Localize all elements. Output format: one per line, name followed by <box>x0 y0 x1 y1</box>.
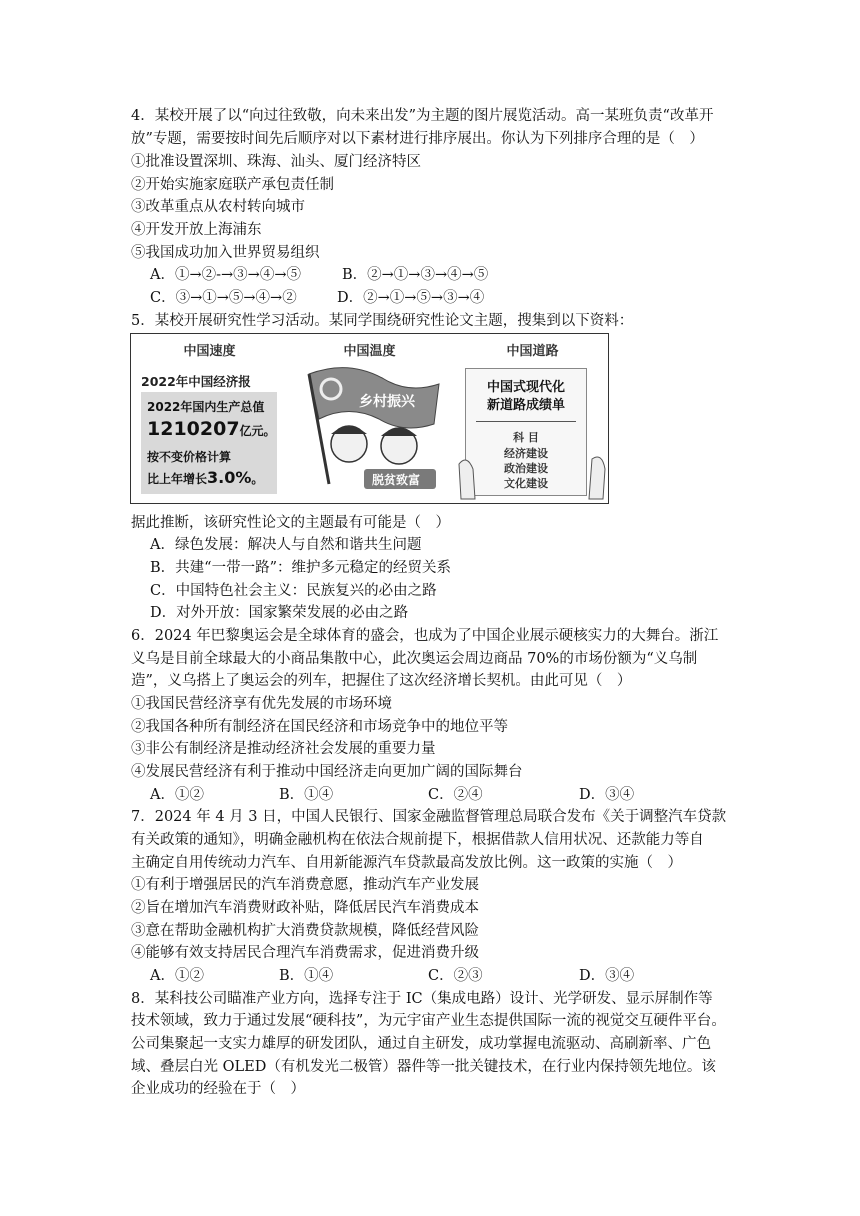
constant-price-note: 按不变价格计算 <box>147 450 232 464</box>
growth-line <box>147 468 263 487</box>
q5-stem-line2: 据此推断，该研究性论文的主题最有可能是（ ） <box>131 515 450 531</box>
gdp-newsbox <box>141 392 277 494</box>
gdp-value-line <box>147 418 276 440</box>
q8-stem-line4: 域、叠层白光 OLED（有机发光二极管）器件等一批关键技术，在行业内保持领先地位。该 <box>131 1059 716 1075</box>
q4-option-a: A．①→②-→③→④→⑤ <box>150 267 301 283</box>
q5-option-d: D．对外开放：国家繁荣发展的必由之路 <box>150 605 409 621</box>
q4-option-d: D．②→①→⑤→③→④ <box>337 290 485 306</box>
growth-label: 比上年增长 <box>147 472 208 486</box>
q4-item-3: ③改革重点从农村转向城市 <box>131 199 305 215</box>
report-card-title2: 新道路成绩单 <box>486 398 565 413</box>
q4-item-5: ⑤我国成功加入世界贸易组织 <box>131 245 320 261</box>
q6-item-3: ③非公有制经济是推动经济社会发展的重要力量 <box>131 741 436 757</box>
subject-header: 科 目 <box>513 431 539 444</box>
subject-cultural: 文化建设 <box>504 477 548 490</box>
q7-option-a: A．①② <box>150 968 204 984</box>
q8-stem-line5: 企业成功的经验在于（ ） <box>131 1081 305 1097</box>
child-left-hair <box>331 427 367 435</box>
q7-stem-line3: 主确定自用传统动力汽车、自用新能源汽车贷款最高发放比例。这一政策的实施（ ） <box>131 855 682 871</box>
china-road-title: 中国道路 <box>506 344 559 359</box>
china-road-panel <box>457 334 608 503</box>
q8-stem-line3: 公司集聚起一支实力雄厚的研发团队，通过自主研发，成功掌握电流驱动、高刷新率、广色 <box>131 1036 711 1052</box>
china-speed-title: 中国速度 <box>183 344 236 359</box>
report-card-document <box>465 368 587 496</box>
q4-option-b: B．②→①→③→④→⑤ <box>342 267 489 283</box>
q4-item-2: ②开始实施家庭联产承包责任制 <box>131 177 334 193</box>
q4-item-4: ④开发开放上海浦东 <box>131 222 262 238</box>
q7-option-b: B．①④ <box>279 968 334 984</box>
growth-end: 。 <box>251 472 264 486</box>
china-warmth-panel <box>289 334 450 503</box>
q7-stem-line1: 7．2024 年 4 月 3 日，中国人民银行、国家金融监督管理总局联合发布《关于调整汽车贷款 <box>131 809 727 825</box>
q6-stem-line3: 造”，义乌搭上了奥运会的列车，把握住了这次经济增长契机。由此可见（ ） <box>131 673 632 689</box>
q6-stem-line2: 义乌是目前全球最大的小商品集散中心，此次奥运会周边商品 70%的市场份额为“义乌制 <box>131 651 698 667</box>
q6-item-2: ②我国各种所有制经济在国民经济和市场竞争中的地位平等 <box>131 719 508 735</box>
q6-item-4: ④发展民营经济有利于推动中国经济走向更加广阔的国际舞台 <box>131 764 523 780</box>
china-warmth-title: 中国温度 <box>343 344 396 359</box>
gdp-label: 2022年国内生产总值 <box>147 400 265 414</box>
banner-text: 脱贫致富 <box>372 473 421 487</box>
economic-report-heading: 2022年中国经济报 <box>141 374 251 389</box>
q7-item-4: ④能够有效支持居民合理汽车消费需求，促进消费升级 <box>131 945 479 961</box>
q6-option-b: B．①④ <box>279 787 334 803</box>
q8-stem-line2: 技术领域，致力于通过发展“硬科技”，为元宇宙产业生态提供国际一流的视觉交互硬件平台。 <box>131 1013 726 1029</box>
flag-text: 乡村振兴 <box>359 394 415 410</box>
q6-option-c: C．②④ <box>428 787 483 803</box>
subject-economic: 经济建设 <box>504 447 548 460</box>
q5-figure <box>130 333 609 504</box>
q4-stem-line1: 4．某校开展了以“向过往致敬，向未来出发”为主题的图片展览活动。高一某班负责“改革开 <box>131 108 714 124</box>
q6-option-a: A．①② <box>150 787 204 803</box>
gdp-value: 1210207 <box>147 418 240 440</box>
q5-stem-line1: 5．某校开展研究性学习活动。某同学围绕研究性论文主题，搜集到以下资料： <box>131 313 634 329</box>
q6-option-d: D．③④ <box>579 787 635 803</box>
q5-option-c: C．中国特色社会主义：民族复兴的必由之路 <box>150 583 437 599</box>
report-card-title1: 中国式现代化 <box>486 380 565 395</box>
children-with-flag-illustration <box>289 334 450 503</box>
q6-stem-line1: 6．2024 年巴黎奥运会是全球体育的盛会，也成为了中国企业展示硬核实力的大舞台。浙江 <box>131 628 719 644</box>
q4-stem-line2: 放”专题，需要按时间先后顺序对以下素材进行排序展出。你认为下列排序合理的是（ ） <box>131 131 704 147</box>
divider <box>476 421 576 422</box>
right-hand-icon <box>589 457 605 499</box>
q5-option-a: A．绿色发展：解决人与自然和谐共生问题 <box>150 537 422 553</box>
q6-item-1: ①我国民营经济享有优先发展的市场环境 <box>131 696 392 712</box>
q7-item-3: ③意在帮助金融机构扩大消费贷款规模，降低经营风险 <box>131 923 479 939</box>
subject-political: 政治建设 <box>504 462 548 475</box>
q7-item-2: ②旨在增加汽车消费财政补贴，降低居民汽车消费成本 <box>131 900 479 916</box>
q7-option-c: C．②③ <box>428 968 483 984</box>
q4-item-1: ①批准设置深圳、珠海、汕头、厦门经济特区 <box>131 154 421 170</box>
china-speed-panel <box>131 334 288 503</box>
q7-stem-line2: 有关政策的通知》，明确金融机构在依法合规前提下，根据借款人信用状况、还款能力等自 <box>131 832 704 848</box>
q5-option-b: B．共建“一带一路”：维护多元稳定的经贸关系 <box>150 560 451 576</box>
growth-value: 3.0% <box>207 468 252 487</box>
q4-option-c: C．③→①→⑤→④→② <box>150 290 297 306</box>
child-right-hair <box>381 428 417 436</box>
q7-item-1: ①有利于增强居民的汽车消费意愿，推动汽车产业发展 <box>131 877 479 893</box>
q7-option-d: D．③④ <box>579 968 635 984</box>
q8-stem-line1: 8．某科技公司瞄准产业方向，选择专注于 IC（集成电路）设计、光学研发、显示屏制作等 <box>131 991 713 1007</box>
gdp-unit: 亿元。 <box>239 424 276 438</box>
